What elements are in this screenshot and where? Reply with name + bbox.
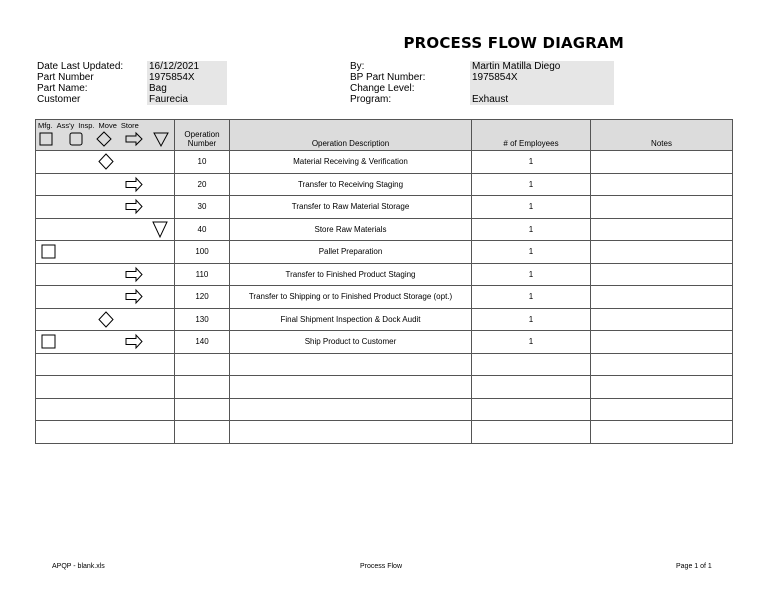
- employee-count: [472, 398, 591, 421]
- flow-symbols: [36, 151, 174, 172]
- table-row: [36, 421, 733, 444]
- operation-number: 40: [175, 218, 230, 241]
- header-field-label: Part Name:: [37, 83, 88, 94]
- symbol-header: [36, 120, 175, 151]
- operation-number: [175, 376, 230, 399]
- flow-symbols: [36, 331, 174, 352]
- flow-symbols: [36, 354, 174, 375]
- notes-cell: [591, 196, 733, 219]
- notes-cell: [591, 421, 733, 444]
- operation-number: [175, 421, 230, 444]
- header-field-value: Bag: [147, 83, 227, 94]
- header-field: [37, 61, 227, 72]
- footer-sheet: Process Flow: [360, 563, 403, 570]
- inspection-icon: [99, 312, 113, 327]
- symbol-cell: [36, 421, 175, 444]
- operation-number: 130: [175, 308, 230, 331]
- move-arrow-icon: [126, 268, 142, 281]
- operation-description: Final Shipment Inspection & Dock Audit: [230, 308, 472, 331]
- col-employees: # of Employees: [472, 120, 591, 151]
- notes-cell: [591, 173, 733, 196]
- symbol-label: Mfg.: [38, 121, 53, 130]
- notes-cell: [591, 218, 733, 241]
- employee-count: [472, 421, 591, 444]
- employee-count: [472, 353, 591, 376]
- flow-symbols: [36, 421, 174, 442]
- inspection-icon: [99, 154, 113, 169]
- operation-description: Pallet Preparation: [230, 241, 472, 264]
- flow-symbols: [36, 241, 174, 262]
- move-arrow-icon: [126, 200, 142, 213]
- process-flow-table: [35, 119, 733, 444]
- notes-cell: [591, 241, 733, 264]
- symbol-cell: [36, 376, 175, 399]
- symbol-cell: [36, 331, 175, 354]
- flow-symbols: [36, 264, 174, 285]
- operation-number: [175, 398, 230, 421]
- notes-cell: [591, 308, 733, 331]
- employee-count: 1: [472, 286, 591, 309]
- flow-symbols: [36, 174, 174, 195]
- symbol-cell: [36, 218, 175, 241]
- footer-page: Page 1 of 1: [676, 563, 712, 570]
- symbol-cell: [36, 241, 175, 264]
- move-arrow-icon: [126, 335, 142, 348]
- store-triangle-icon: [153, 222, 167, 237]
- header-field-label: By:: [350, 61, 365, 72]
- operation-number: 140: [175, 331, 230, 354]
- flow-symbols: [36, 219, 174, 240]
- flow-symbols: [36, 376, 174, 397]
- table-row: [36, 263, 733, 286]
- symbol-legend-icons: [36, 131, 174, 148]
- manufacturing-icon: [42, 245, 55, 258]
- notes-cell: [591, 353, 733, 376]
- header-field-value: Faurecia: [147, 94, 227, 105]
- flow-symbols: [36, 286, 174, 307]
- symbol-label: Store: [120, 121, 139, 130]
- table-row: [36, 353, 733, 376]
- operation-description: [230, 353, 472, 376]
- header-field: [350, 61, 614, 72]
- table-row: [36, 398, 733, 421]
- operation-number: 10: [175, 151, 230, 174]
- table-row: [36, 376, 733, 399]
- assembly-icon: [70, 133, 82, 145]
- move-arrow-icon: [126, 290, 142, 303]
- header-field-label: Date Last Updated:: [37, 61, 124, 72]
- col-notes: Notes: [591, 120, 733, 151]
- page-title: PROCESS FLOW DIAGRAM: [403, 34, 624, 52]
- header-field-label: Program:: [350, 94, 392, 105]
- store-triangle-icon: [154, 133, 168, 146]
- operation-description: [230, 421, 472, 444]
- symbol-cell: [36, 308, 175, 331]
- operation-number: [175, 353, 230, 376]
- symbol-cell: [36, 353, 175, 376]
- operation-number: 110: [175, 263, 230, 286]
- employee-count: 1: [472, 151, 591, 174]
- table-row: [36, 286, 733, 309]
- operation-number: 30: [175, 196, 230, 219]
- table-row: [36, 308, 733, 331]
- symbol-cell: [36, 263, 175, 286]
- header-field: [37, 83, 227, 94]
- employee-count: 1: [472, 173, 591, 196]
- flow-symbols: [36, 399, 174, 420]
- table-row: [36, 196, 733, 219]
- employee-count: 1: [472, 308, 591, 331]
- employee-count: 1: [472, 218, 591, 241]
- notes-cell: [591, 263, 733, 286]
- symbol-cell: [36, 286, 175, 309]
- header-field: [350, 83, 614, 94]
- table-row: [36, 241, 733, 264]
- header-field-value: 1975854X: [470, 72, 614, 83]
- header-field-label: Customer: [37, 94, 81, 105]
- header-field: [350, 72, 614, 83]
- operation-description: Material Receiving & Verification: [230, 151, 472, 174]
- header-field: [37, 72, 227, 83]
- notes-cell: [591, 376, 733, 399]
- manufacturing-icon: [42, 335, 55, 348]
- operation-number: 100: [175, 241, 230, 264]
- header-left: [37, 61, 227, 105]
- notes-cell: [591, 151, 733, 174]
- inspection-icon: [97, 132, 111, 146]
- symbol-label: Ass'y: [56, 121, 75, 130]
- move-arrow-icon: [126, 133, 142, 145]
- operation-number: 120: [175, 286, 230, 309]
- operation-number: 20: [175, 173, 230, 196]
- employee-count: 1: [472, 196, 591, 219]
- employee-count: 1: [472, 241, 591, 264]
- header-field-value: Martin Matilla Diego: [470, 61, 614, 72]
- employee-count: [472, 376, 591, 399]
- move-arrow-icon: [126, 178, 142, 191]
- symbol-cell: [36, 398, 175, 421]
- header-field-label: Change Level:: [350, 83, 415, 94]
- operation-description: Store Raw Materials: [230, 218, 472, 241]
- operation-description: Transfer to Raw Material Storage: [230, 196, 472, 219]
- header-field-value: Exhaust: [470, 94, 614, 105]
- notes-cell: [591, 331, 733, 354]
- table-row: [36, 173, 733, 196]
- operation-description: Transfer to Receiving Staging: [230, 173, 472, 196]
- manufacturing-icon: [40, 133, 52, 145]
- flow-symbols: [36, 196, 174, 217]
- employee-count: 1: [472, 263, 591, 286]
- col-operation-description: Operation Description: [230, 120, 472, 151]
- header-field: [350, 94, 614, 105]
- header-field-value: [470, 83, 614, 94]
- symbol-cell: [36, 173, 175, 196]
- header-right: [350, 61, 614, 105]
- employee-count: 1: [472, 331, 591, 354]
- header-field: [37, 94, 227, 105]
- header-field-label: Part Number: [37, 72, 94, 83]
- header-field-value: 16/12/2021: [147, 61, 227, 72]
- header-field-value: 1975854X: [147, 72, 227, 83]
- table-row: [36, 151, 733, 174]
- col-operation-number: Operation Number: [175, 120, 230, 151]
- table-row: [36, 331, 733, 354]
- header-field-label: BP Part Number:: [350, 72, 426, 83]
- symbol-cell: [36, 151, 175, 174]
- notes-cell: [591, 286, 733, 309]
- operation-description: Ship Product to Customer: [230, 331, 472, 354]
- symbol-label: Move: [98, 121, 117, 130]
- operation-description: Transfer to Finished Product Staging: [230, 263, 472, 286]
- flow-symbols: [36, 309, 174, 330]
- operation-description: Transfer to Shipping or to Finished Product Storage (opt.): [230, 286, 472, 309]
- footer-file: APQP - blank.xls: [52, 563, 105, 570]
- operation-description: [230, 376, 472, 399]
- operation-description: [230, 398, 472, 421]
- table-row: [36, 218, 733, 241]
- symbol-cell: [36, 196, 175, 219]
- notes-cell: [591, 398, 733, 421]
- symbol-label: Insp.: [78, 121, 95, 130]
